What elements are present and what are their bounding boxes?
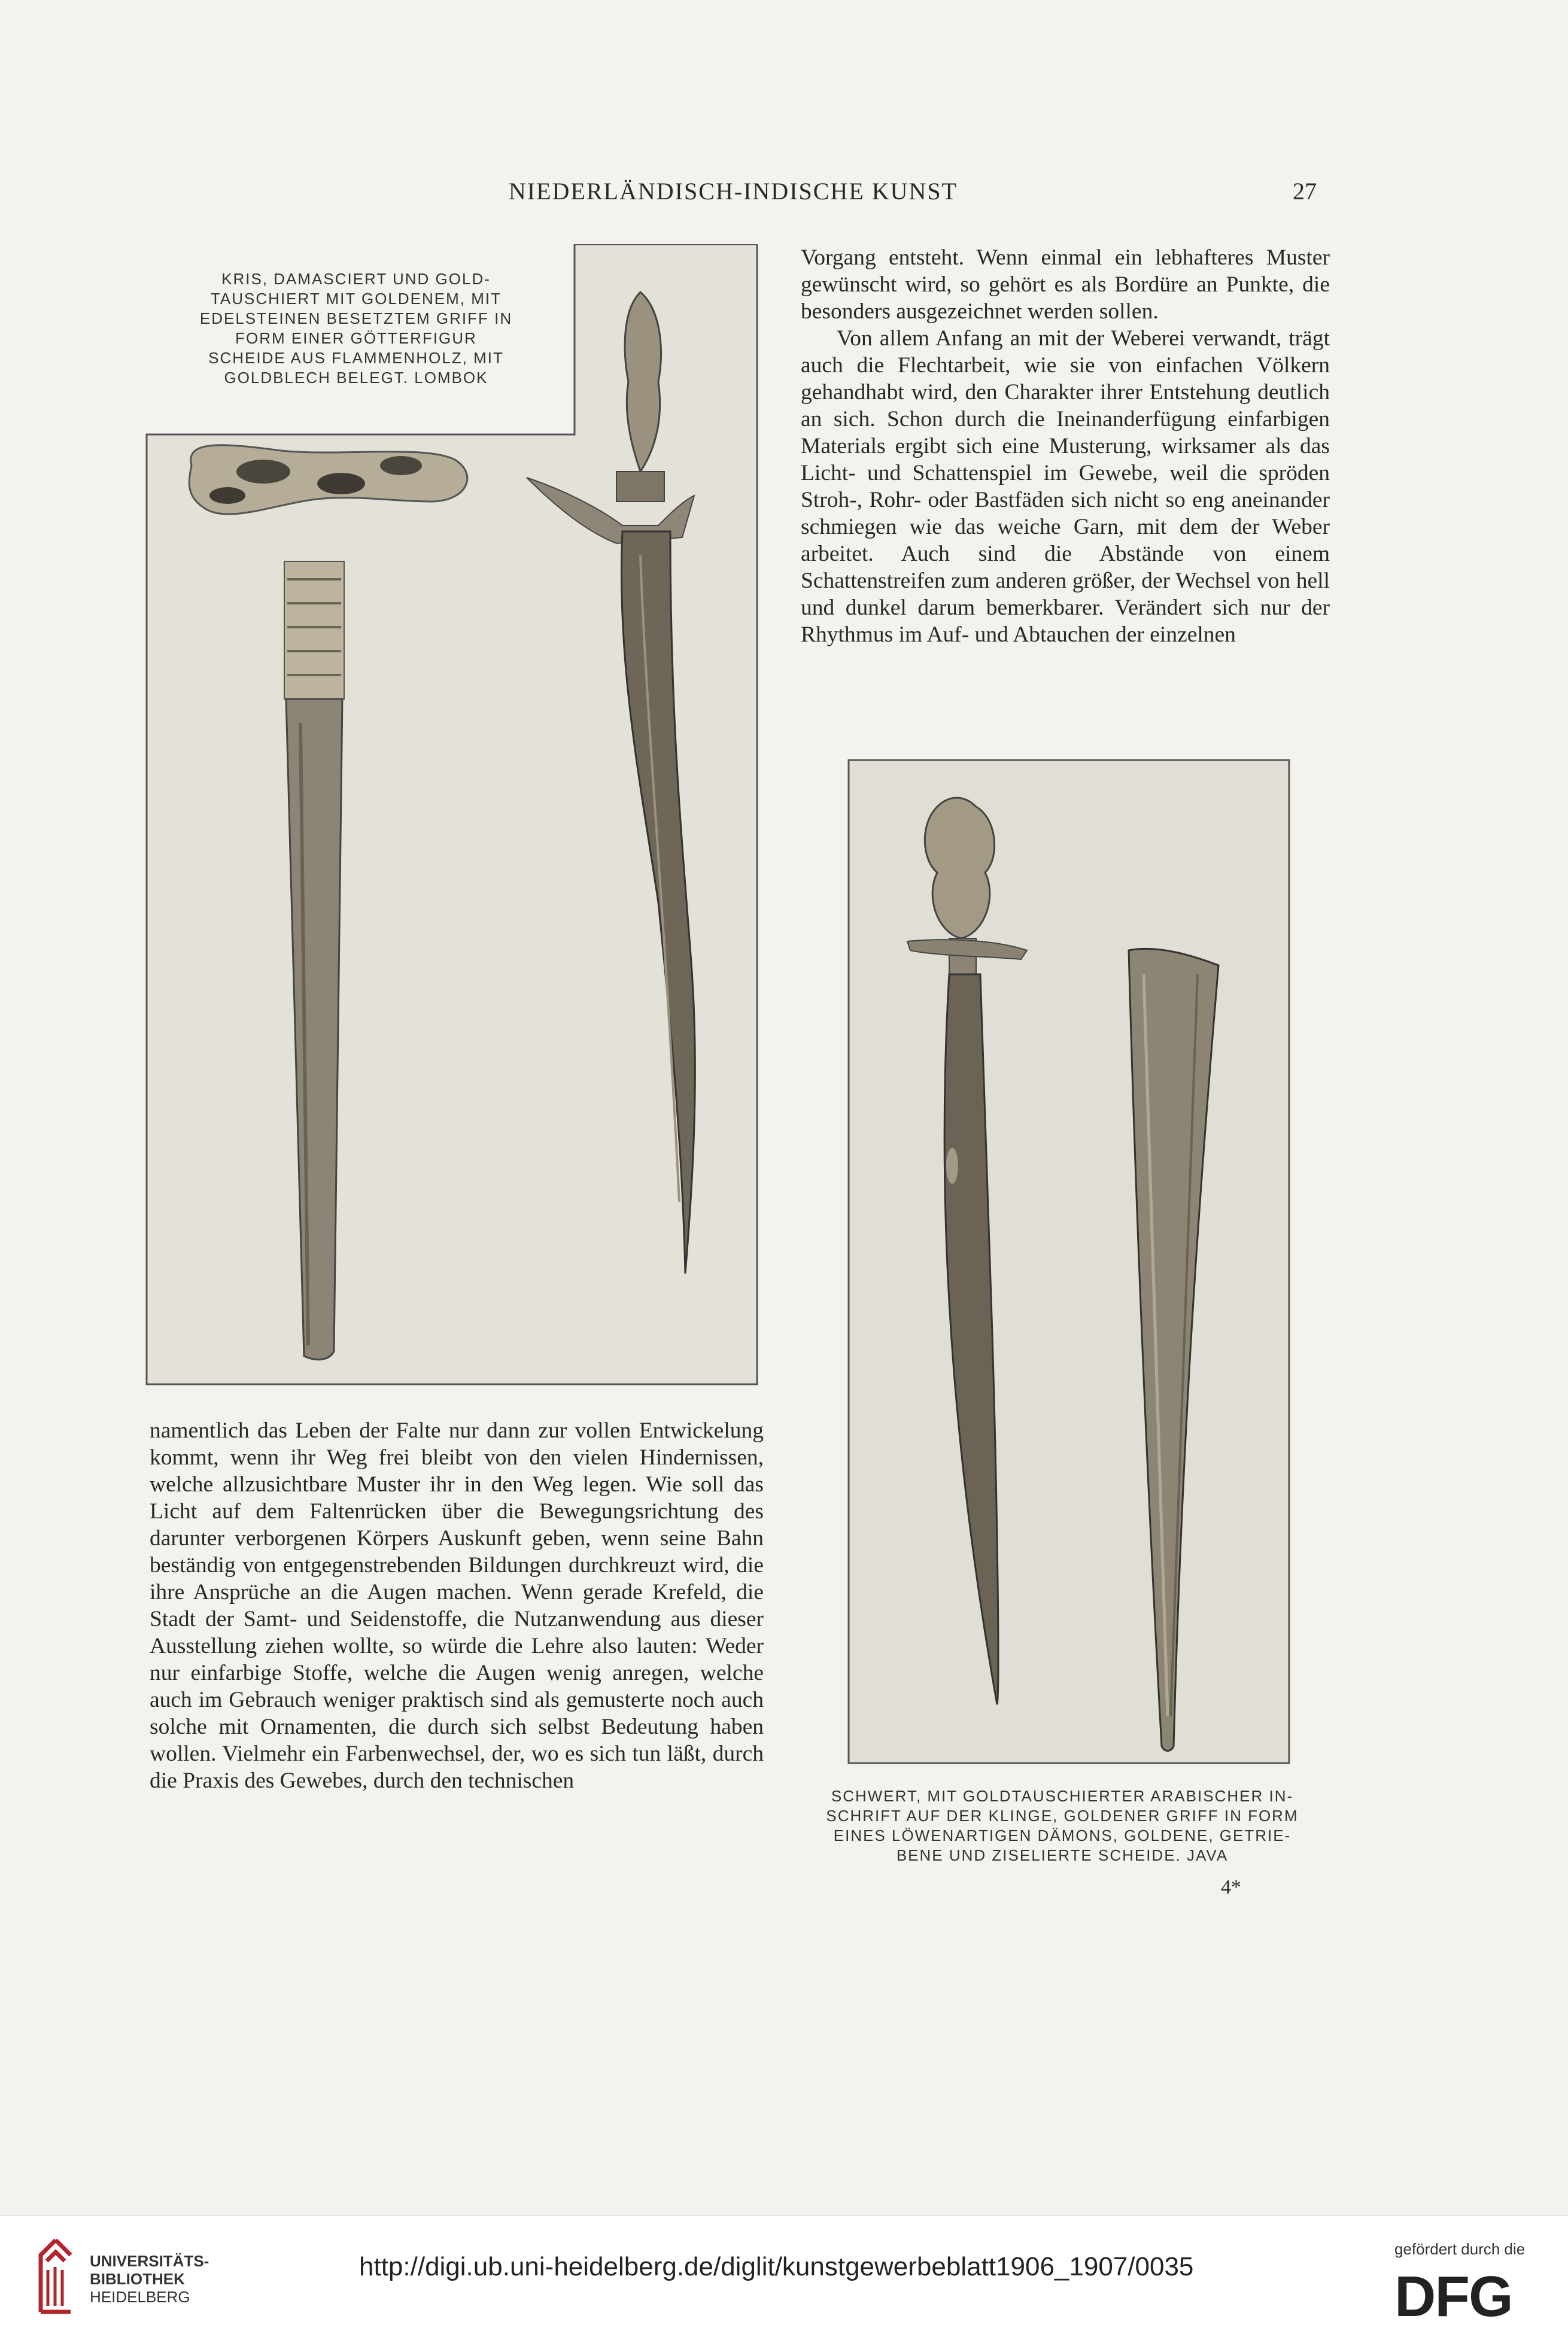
paragraph: Vorgang entsteht. Wenn einmal ein lebhafteres Muster gewünscht wird, so gehört es als Bordüre an Punkte, die besonders ausgezeichnet werden sollen. xyxy=(801,245,1330,324)
caption-line: EDELSTEINEN BESETZTEM GRIFF IN xyxy=(199,309,513,327)
signature-mark: 4* xyxy=(1221,1876,1241,1898)
paragraph: Von allem Anfang an mit der Weberei verwandt, trägt auch die Flechtarbeit, wie sie von einfachen Völkern gehandhabt wird, den Charakter ihrer Entstehung deutlich an sich. Schon durch die Ineinanderfügung einfarbigen Materials ergibt sich eine Musterung, wirksamer als das Licht- und Schattenspiel im Gewebe, weil die spröden Stroh-, Rohr- oder Bastfäden sich nicht so eng aneinander schmiegen wie das weiche Garn, mit dem der Weber arbeitet. Auch sind die Abstände von einem Schattenstreifen zum anderen größer, der Wechsel von hell und dunkel darum bemerkbarer. Verändert sich nur der Rhythmus im Auf- und Abtauchen der einzelnen xyxy=(801,326,1330,647)
library-name-line: HEIDELBERG xyxy=(90,2288,190,2306)
caption-line: SCHWERT, MIT GOLDTAUSCHIERTER ARABISCHER IN- xyxy=(831,1787,1294,1805)
dfg-logo: DFG xyxy=(1394,2265,1512,2329)
library-name-line: UNIVERSITÄTS- xyxy=(90,2252,209,2270)
source-url-link[interactable]: http://digi.ub.uni-heidelberg.de/diglit/kunstgewerbeblatt1906_1907/0035 xyxy=(359,2252,1194,2281)
running-header: NIEDERLÄNDISCH-INDISCHE KUNST xyxy=(508,178,958,205)
funded-by-label: gefördert durch die xyxy=(1394,2240,1526,2258)
caption-line: KRIS, DAMASCIERT UND GOLD- xyxy=(221,270,491,288)
paragraph: namentlich das Leben der Falte nur dann zur vollen Entwickelung kommt, wenn ihr Weg frei bleibt von den vielen Hindernissen, welche allzusichtbare Muster ihr in den Weg legen. Wie soll das Licht auf dem Faltenrücken über die Bewegungsrichtung des darunter verborgenen Körpers Auskunft geben, wenn seine Bahn beständig von entgegenstrebenden Bildungen durchkreuzt wird, die ihre Ansprüche an die Augen machen. Wenn gerade Krefeld, die Stadt der Samt- und Seidenstoffe, die Nutzanwendung aus dieser Ausstellung ziehen wollte, so würde die Lehre also lauten: Weder nur einfarbige Stoffe, welche die Augen wenig anregen, welche auch im Gebrauch weniger praktisch sind als gemusterte noch auch solche mit Ornamenten, die durch sich selbst Bedeutung haben wollen. Vielmehr ein Farbenwechsel, der, wo es sich tun läßt, durch die Praxis des Gewebes, durch den technischen xyxy=(150,1418,764,1793)
caption-line: EINES LÖWENARTIGEN DÄMONS, GOLDENE, GETRIE- xyxy=(833,1827,1292,1844)
figure2-sword-photo xyxy=(847,759,1290,1764)
caption-line: TAUSCHIERT MIT GOLDENEM, MIT xyxy=(210,290,502,308)
caption-line: BENE UND ZISELIERTE SCHEIDE. JAVA xyxy=(896,1846,1229,1864)
figure1-kris-photo xyxy=(144,244,760,1387)
right-column-text xyxy=(801,244,1330,648)
caption-line: GOLDBLECH BELEGT. LOMBOK xyxy=(224,369,488,387)
left-column-text xyxy=(150,1417,764,1794)
caption-line: FORM EINER GÖTTERFIGUR xyxy=(235,329,477,347)
library-name xyxy=(90,2252,209,2306)
library-logo-icon xyxy=(35,2234,77,2318)
library-name-line: BIBLIOTHEK xyxy=(90,2270,185,2288)
figure2-caption xyxy=(778,1786,1347,1865)
page-number: 27 xyxy=(1293,178,1317,205)
caption-line: SCHRIFT AUF DER KLINGE, GOLDENER GRIFF IN FORM xyxy=(826,1807,1299,1825)
footer-bar xyxy=(0,2216,1568,2337)
caption-line: SCHEIDE AUS FLAMMENHOLZ, MIT xyxy=(208,349,504,367)
